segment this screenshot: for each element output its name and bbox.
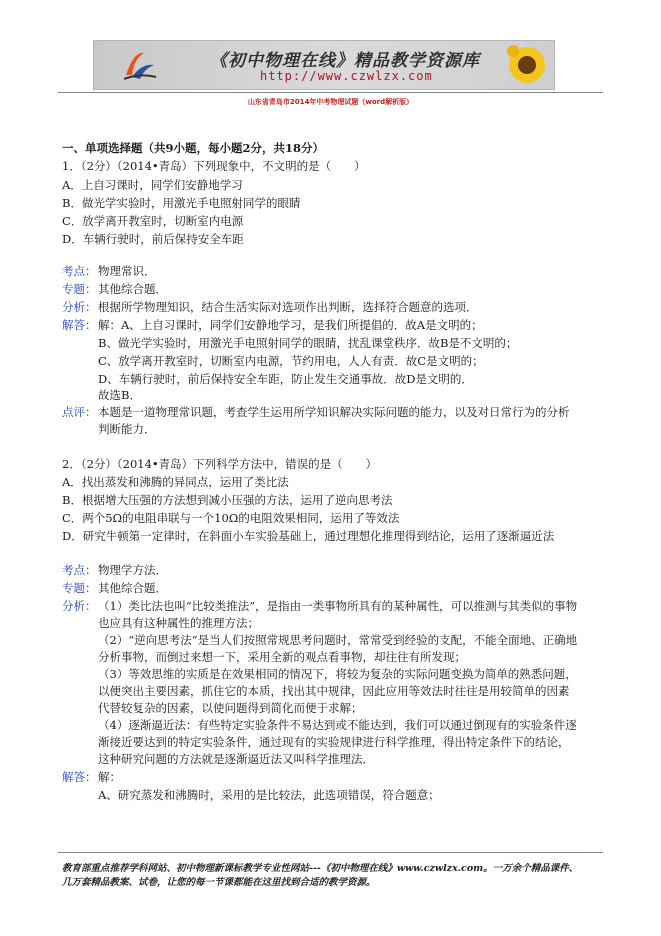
q2-fenxi-line: 也应具有这种属性的推理方法； xyxy=(98,616,259,630)
q2-fenxi-line: （4）逐渐逼近法：有些特定实验条件不易达到或不能达到，我们可以通过倒现有的实验条件逐 xyxy=(98,718,577,732)
question-2-option-d: D．研究牛顿第一定律时，在斜面小车实验基础上，通过理想化推理得到结论，运用了逐渐逼近法 xyxy=(62,529,555,543)
q1-fenxi-label: 分析： xyxy=(62,300,97,314)
question-1-stem: 1．（2分）（2014•青岛）下列现象中，不文明的是（ ） xyxy=(62,159,366,173)
q2-fenxi-line: 这种研究问题的方法就是逐渐逼近法又叫科学推理法． xyxy=(98,752,374,766)
question-1-option-b: B．做光学实验时，用激光手电照射同学的眼睛 xyxy=(62,196,301,210)
q1-zhuanti: 其他综合题． xyxy=(98,282,167,296)
q1-dianping-line: 本题是一道物理常识题，考查学生运用所学知识解决实际问题的能力，以及对日常行为的分析 xyxy=(98,405,570,419)
q1-kaodian: 物理常识． xyxy=(98,264,156,278)
q2-fenxi-line: （1）类比法也叫“比较类推法”，是指由一类事物所具有的某种属性，可以推测与其类似的事物 xyxy=(98,599,578,613)
question-1-option-c: C．放学离开教室时，切断室内电源 xyxy=(62,214,244,228)
q1-jieda-line: C、放学离开教室时，切断室内电源，节约用电，人人有责．故C是文明的； xyxy=(98,354,484,368)
header-banner xyxy=(93,40,555,90)
page-title: 山东省青岛市2014年中考物理试题（word解析版） xyxy=(247,98,414,106)
question-2-option-c: C．两个5Ω的电阻串联与一个10Ω的电阻效果相同，运用了等效法 xyxy=(62,511,400,525)
q2-jieda-line: 解： xyxy=(98,770,121,784)
q1-kaodian-label: 考点： xyxy=(62,264,97,278)
q2-jieda-label: 解答： xyxy=(62,770,97,784)
header-divider xyxy=(58,92,603,93)
footer-divider xyxy=(58,852,603,853)
q2-fenxi-line: 代替较复杂的因素，以使问题得到简化而便于求解； xyxy=(98,701,363,715)
q2-kaodian-label: 考点： xyxy=(62,563,97,577)
footer-line: 几万套精品教案、试卷，让您的每一节课都能在这里找到合适的教学资源。 xyxy=(62,877,376,888)
q2-jieda-line: A、研究蒸发和沸腾时，采用的是比较法，此选项错误，符合题意； xyxy=(98,788,440,802)
banner-title: 《初中物理在线》精品教学资源库 xyxy=(210,51,480,71)
q1-fenxi: 根据所学物理知识，结合生活实际对选项作出判断，选择符合题意的选项． xyxy=(98,300,478,314)
section-heading: 一、单项选择题（共9小题，每小题2分，共18分） xyxy=(62,141,325,155)
question-1-option-d: D．车辆行驶时，前后保持安全车距 xyxy=(62,232,244,246)
q1-jieda-line: D、车辆行驶时，前后保持安全车距，防止发生交通事故．故D是文明的． xyxy=(98,372,473,386)
q2-fenxi-line: （3）等效思维的实质是在效果相同的情况下，将较为复杂的实际问题变换为简单的熟悉问题， xyxy=(98,667,577,681)
question-2-stem: 2．（2分）（2014•青岛）下列科学方法中，错误的是（ ） xyxy=(62,457,378,471)
q1-zhuanti-label: 专题： xyxy=(62,282,97,296)
q2-zhuanti-label: 专题： xyxy=(62,581,97,595)
footer-line: 教育部重点推荐学科网站、初中物理新课标教学专业性网站---《初中物理在线》www.czwlzx.com。一万余个精品课件、 xyxy=(62,863,579,874)
question-1-option-a: A．上自习课时，同学们安静地学习 xyxy=(62,178,243,192)
q2-fenxi-label: 分析： xyxy=(62,599,97,613)
q2-fenxi-line: （2）“逆向思考法”是当人们按照常规思考问题时，常常受到经验的支配，不能全面地、正确地 xyxy=(98,633,578,647)
site-logo-icon xyxy=(120,45,160,85)
sunflower-icon xyxy=(504,43,550,87)
q2-fenxi-line: 分析事物，而倒过来想一下，采用全新的观点看事物，却往往有所发现； xyxy=(98,650,466,664)
q2-fenxi-line: 渐接近要达到的特定实验条件，通过现有的实验规律进行科学推理，得出特定条件下的结论， xyxy=(98,735,570,749)
q1-jieda-line: B、做光学实验时，用激光手电照射同学的眼睛，扰乱课堂秩序．故B是不文明的； xyxy=(98,336,518,350)
q1-jieda-line: 故选B． xyxy=(98,388,141,402)
q1-dianping-label: 点评： xyxy=(62,405,97,419)
question-2-option-a: A．找出蒸发和沸腾的异同点，运用了类比法 xyxy=(62,475,289,489)
q1-jieda-line: 解：A、上自习课时，同学们安静地学习，是我们所提倡的．故A是文明的； xyxy=(98,318,483,332)
banner-url[interactable]: http://www.czwlzx.com xyxy=(260,69,433,83)
q2-kaodian: 物理学方法． xyxy=(98,563,167,577)
q1-dianping-line: 判断能力． xyxy=(98,422,156,436)
q1-jieda-label: 解答： xyxy=(62,318,97,332)
question-2-option-b: B．根据增大压强的方法想到减小压强的方法，运用了逆向思考法 xyxy=(62,493,393,507)
q2-zhuanti: 其他综合题． xyxy=(98,581,167,595)
q2-fenxi-line: 以便突出主要因素，抓住它的本质，找出其中规律，因此应用等效法时往往是用较简单的因素 xyxy=(98,684,570,698)
